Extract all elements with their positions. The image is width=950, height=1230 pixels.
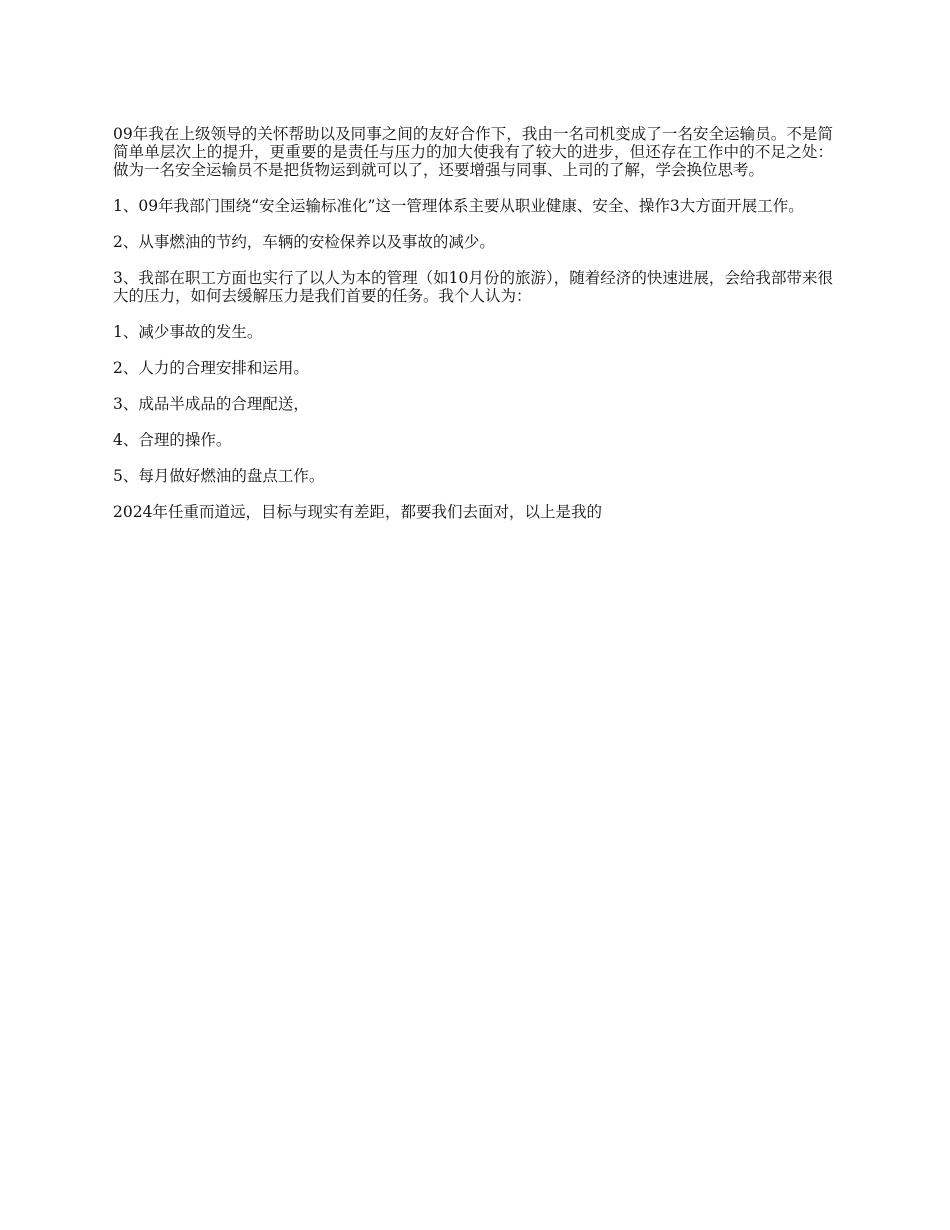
list-item-manpower: 2、人力的合理安排和运用。 <box>113 359 309 377</box>
paragraph-item-1: 1、09年我部门围绕“安全运输标准化”这一管理体系主要从职业健康、安全、操作3大方面开展工作。 <box>113 197 804 215</box>
paragraph-intro: 09年我在上级领导的关怀帮助以及同事之间的友好合作下，我由一名司机变成了一名安全运输员。不是简简单单层次上的提升，更重要的是责任与压力的加大使我有了较大的进步，但还存在工作中的不足之处：做为一名安全运输员不是把货物运到就可以了，还要增强与同事、上司的了解，学会换位思考。 <box>113 125 833 179</box>
list-item-reduce-accidents: 1、减少事故的发生。 <box>113 323 263 341</box>
paragraph-item-2: 2、从事燃油的节约，车辆的安检保养以及事故的减少。 <box>113 233 495 251</box>
list-item-delivery: 3、成品半成品的合理配送， <box>113 395 309 413</box>
list-item-fuel-inventory: 5、每月做好燃油的盘点工作。 <box>113 467 325 485</box>
document-body <box>113 125 833 539</box>
paragraph-closing: 2024年任重而道远，目标与现实有差距，都要我们去面对，以上是我的 <box>113 503 602 521</box>
paragraph-item-3: 3、我部在职工方面也实行了以人为本的管理（如10月份的旅游），随着经济的快速进展，会给我部带来很大的压力，如何去缓解压力是我们首要的任务。我个人认为： <box>113 269 833 305</box>
list-item-operation: 4、合理的操作。 <box>113 431 232 449</box>
